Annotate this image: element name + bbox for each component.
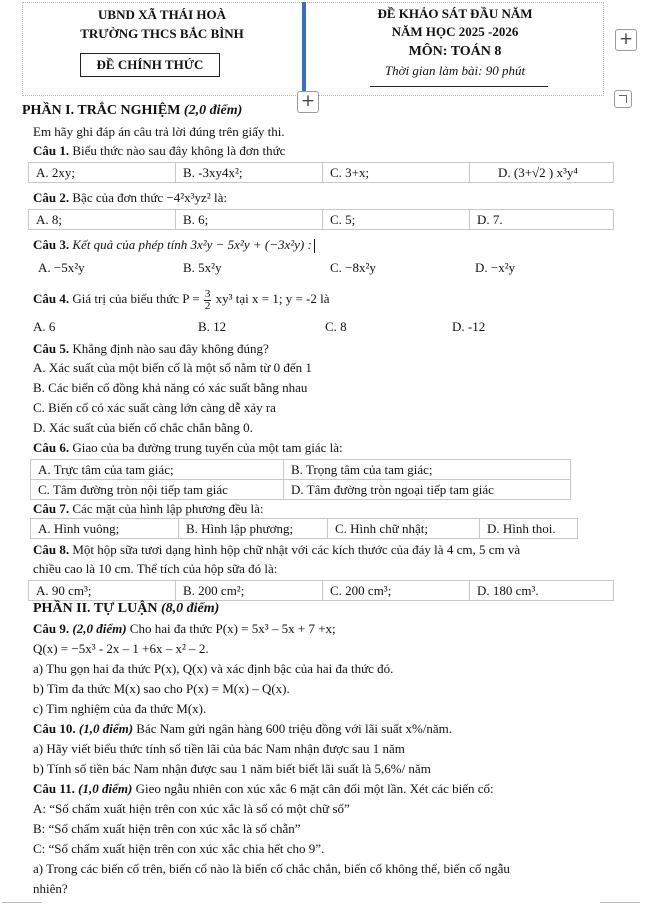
q2-option-d[interactable]: D. 7. [477,212,503,227]
header-divider [302,2,306,94]
part1-heading [22,102,242,119]
text-cursor [314,239,316,253]
q2-options [28,209,614,230]
q11-event-a: A: “Số chấm xuất hiện trên con xúc xắc là số có một chữ số” [33,801,350,816]
part2-heading [33,600,219,617]
q11-part-a-line2: nhiên? [33,881,68,896]
q4-option-d[interactable]: D. -12 [452,319,486,334]
q3-label: Câu 3. [33,237,70,252]
q11-part-a-line1: a) Trong các biến cố trên, biến cố nào là biến cố chắc chắn, biến cố không thể, biến cố ngẫu [33,861,510,876]
part2-points: (8,0 điểm) [160,601,220,616]
q2-text: Bậc của đơn thức −4²x³yz² là: [72,190,227,205]
q10-part-a: a) Hãy viết biểu thức tính số tiền lãi của bác Nam nhận được sau 1 năm [33,741,405,756]
question-6 [33,439,343,456]
q4-option-c[interactable]: C. 8 [325,319,347,334]
q6-label: Câu 6. [33,440,70,455]
q11-label: Câu 11. [33,781,75,796]
q2-label: Câu 2. [33,190,70,205]
part2-title: PHẦN II. TỰ LUẬN [33,601,158,616]
part1-points: (2,0 điểm) [183,103,243,118]
q7-option-a[interactable]: A. Hình vuông; [31,519,179,538]
q5-option-c[interactable]: C. Biến cố có xác suất càng lớn càng dễ xảy ra [33,400,276,415]
q8-option-c[interactable]: C. 200 cm³; [323,581,470,600]
q11-event-c: C: “Số chấm xuất hiện trên con xúc xắc chia hết cho 9”. [33,841,325,856]
q2-option-b[interactable]: B. 6; [176,210,323,229]
q8-option-a[interactable]: A. 90 cm³; [29,581,176,600]
q9-label: Câu 9. [33,621,70,636]
q5-option-b[interactable]: B. Các biến cố đồng khả năng có xác suất bằng nhau [33,380,308,395]
add-block-button[interactable]: + [615,29,637,51]
q1-option-b[interactable]: B. -3xy4x²; [176,163,323,182]
q4-text-suffix: xy³ tại x = 1; y = -2 là [215,291,330,306]
q1-label: Câu 1. [33,143,70,158]
question-7 [33,500,264,517]
subject: MÔN: TOÁN 8 [408,44,502,59]
q6-option-d[interactable]: D. Tâm đường tròn ngoại tiếp tam giác [291,482,494,497]
q7-text: Các mặt của hình lập phương đều là: [72,501,264,516]
q7-label: Câu 7. [33,501,70,516]
q4-label: Câu 4. [33,291,70,306]
header-rule [370,86,548,87]
q9-line1: Cho hai đa thức P(x) = 5x³ – 5x + 7 +x; [129,621,336,636]
q5-option-a[interactable]: A. Xác suất của một biến cố là một số nằm từ 0 đến 1 [33,360,312,375]
q7-option-c[interactable]: C. Hình chữ nhật; [328,519,480,538]
header-left [22,5,302,43]
question-11 [33,780,494,797]
q8-text-line1: Một hộp sữa tươi dạng hình hộp chữ nhật với các kích thước của đáy là 4 cm, 5 cm và [72,542,521,557]
q11-event-b: B: “Số chấm xuất hiện trên con xúc xắc là số chẵn” [33,821,301,836]
q6-text: Giao của ba đường trung tuyến của một tam giác là: [72,440,343,455]
exam-title: ĐỀ KHẢO SÁT ĐẦU NĂM [377,6,533,21]
q8-option-b[interactable]: B. 200 cm²; [176,581,323,600]
question-3 [33,236,315,253]
q5-label: Câu 5. [33,341,70,356]
q10-points: (1,0 điểm) [78,721,134,736]
q9-part-b: b) Tìm đa thức M(x) sao cho P(x) = M(x) – Q(x). [33,681,290,696]
q8-option-d[interactable]: D. 180 cm³. [477,583,539,598]
q4-fraction [204,289,212,312]
q10-part-b: b) Tính số tiền bác Nam nhận được sau 1 năm biết biết lãi suất là 5,6%/ năm [33,761,431,776]
q4-text-prefix: Giá trị của biểu thức P = [72,291,200,306]
q3-text: Kết quả của phép tính 3x²y − 5x²y + (−3x²y) : [72,237,312,252]
q3-option-a[interactable]: A. −5x²y [38,260,85,275]
q8-label: Câu 8. [33,542,70,557]
header-right [310,5,600,80]
q1-option-d[interactable]: D. (3+√2 ) x³y⁴ [498,165,578,180]
q7-option-b[interactable]: B. Hình lập phương; [179,519,328,538]
q1-options [28,162,614,183]
q1-option-c[interactable]: C. 3+x; [323,163,470,182]
question-9 [33,620,336,637]
q4-option-b[interactable]: B. 12 [198,319,227,334]
q6-option-c[interactable]: C. Tâm đường tròn nội tiếp tam giác [31,480,284,499]
school-name: TRƯỜNG THCS BẮC BÌNH [80,26,244,41]
question-2 [33,189,227,206]
q7-options [30,518,578,539]
official-label: ĐỀ CHÍNH THỨC [80,53,220,77]
question-5 [33,340,269,357]
q6-option-b[interactable]: B. Trọng tâm của tam giác; [291,462,433,477]
q9-points: (2,0 điểm) [72,621,127,636]
q8-text-line2: chiều cao là 10 cm. Thể tích của hộp sữa đó là: [33,561,278,576]
school-year: NĂM HỌC 2025 -2026 [391,24,519,39]
q10-label: Câu 10. [33,721,76,736]
q2-option-a[interactable]: A. 8; [29,210,176,229]
authority-name: UBND XÃ THÁI HOÀ [98,7,226,22]
q5-option-d[interactable]: D. Xác suất của biến cố chắc chắn bằng 0. [33,420,253,435]
q4-option-a[interactable]: A. 6 [33,319,56,334]
part1-title: PHẦN I. TRẮC NGHIỆM [22,103,181,118]
q11-points: (1,0 điểm) [78,781,133,796]
q10-text: Bác Nam gửi ngân hàng 600 triệu đồng với lãi suất x%/năm. [136,721,453,736]
q1-option-a[interactable]: A. 2xy; [29,163,176,182]
q9-line2: Q(x) = −5x³ - 2x – 1 +6x – x² – 2. [33,641,209,656]
q5-text: Khẳng định nào sau đây không đúng? [72,341,269,356]
add-row-button[interactable]: + [297,91,319,113]
q6-options-row1 [30,459,571,480]
question-10 [33,720,452,737]
expand-corner-icon[interactable] [614,90,632,108]
q1-text: Biểu thức nào sau đây không là đơn thức [72,143,286,158]
q3-option-d[interactable]: D. −x²y [475,260,516,275]
q6-options-row2 [30,479,571,500]
q4-frac-num: 3 [204,287,211,300]
q4-frac-den: 2 [204,299,211,312]
q11-text: Gieo ngẫu nhiên con xúc xắc 6 mặt cân đối một lần. Xét các biến cố: [135,781,494,796]
q7-option-d[interactable]: D. Hình thoi. [487,521,556,536]
q2-option-c[interactable]: C. 5; [323,210,470,229]
page-bottom-mark-right [600,902,640,903]
q9-part-c: c) Tìm nghiệm của đa thức M(x). [33,701,207,716]
page-bottom-mark-left [2,902,42,903]
part1-instruction: Em hãy ghi đáp án câu trả lời đúng trên giấy thi. [33,124,285,139]
question-1 [33,142,285,159]
question-8 [33,541,520,558]
q3-option-c[interactable]: C. −8x²y [330,260,376,275]
q3-option-b[interactable]: B. 5x²y [183,260,222,275]
q8-options [28,580,614,601]
q9-part-a: a) Thu gọn hai đa thức P(x), Q(x) và xác định bậc của hai đa thức đó. [33,661,394,676]
q6-option-a[interactable]: A. Trực tâm của tam giác; [31,460,284,479]
question-4 [33,287,330,312]
time-limit: Thời gian làm bài: 90 phút [384,63,526,78]
